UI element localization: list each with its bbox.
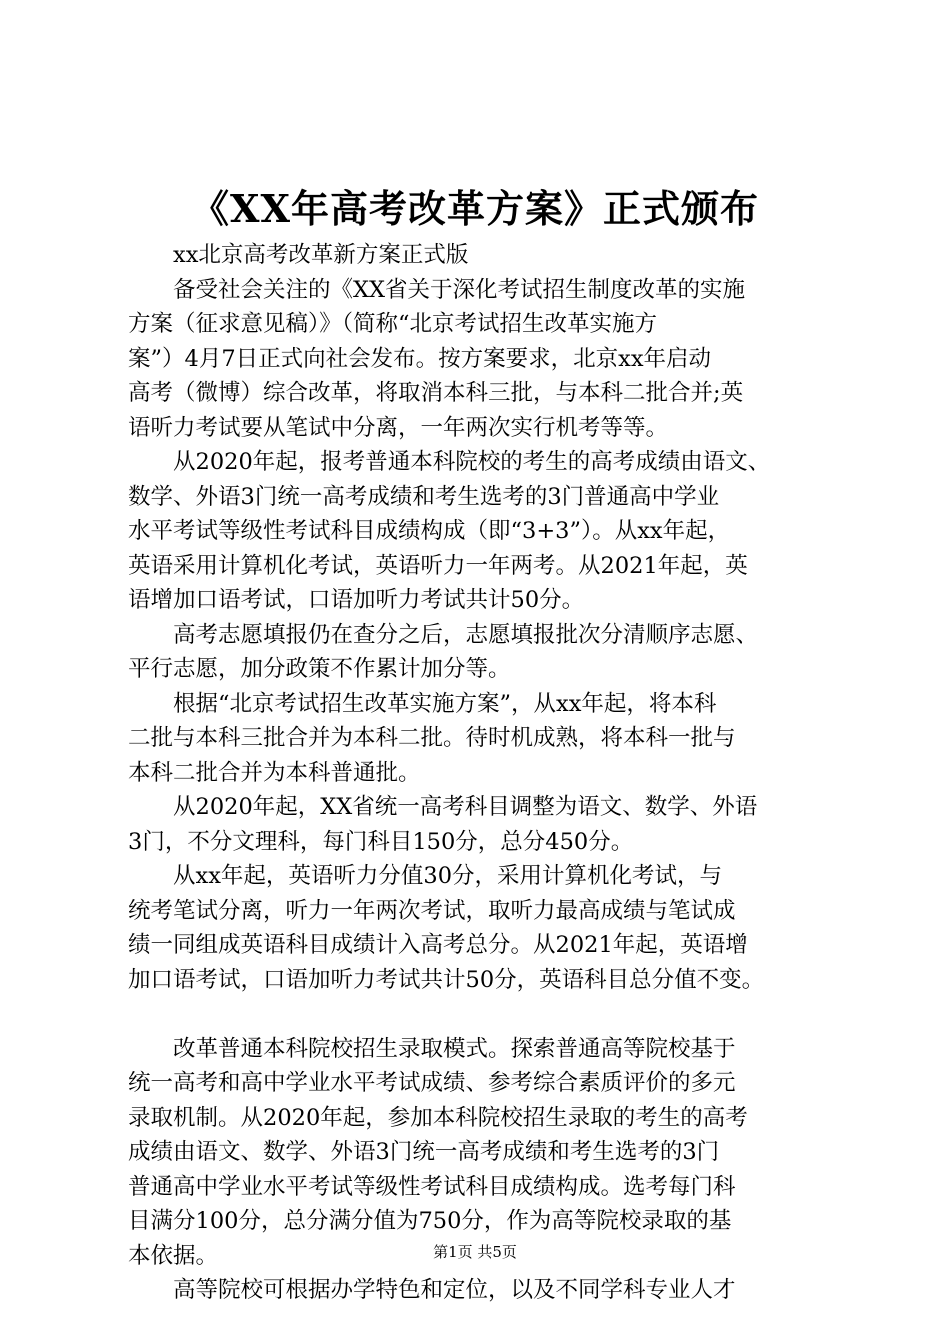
text-line: 成绩由语文、数学、外语3门统一高考成绩和考生选考的3门 [128,1139,720,1165]
text-line: 统考笔试分离，听力一年两次考试，取听力最高成绩与笔试成 [128,897,736,924]
text-line: 语增加口语考试，口语加听力考试共计50分。 [128,587,585,613]
text-line: 二批与本科三批合并为本科二批。待时机成熟，将本科一批与 [128,725,736,751]
document-body [128,238,840,1308]
text-line: 绩一同组成英语科目成绩计入高考总分。从2021年起，英语增 [128,932,748,958]
text-line: 3门，不分文理科，每门科目150分，总分450分。 [128,828,634,855]
text-line: xx北京高考改革新方案正式版 [128,242,469,268]
text-line: 平行志愿，加分政策不作累计加分等。 [128,656,511,682]
text-line: 高考（微博）综合改革，将取消本科三批，与本科二批合并;英 [128,380,744,406]
text-line [128,997,840,1032]
text-line: 水平考试等级性考试科目成绩构成（即“3+3”）。从xx年起， [128,518,731,544]
text-line: 案”）4月7日正式向社会发布。按方案要求，北京xx年启动 [128,345,712,372]
text-line: 录取机制。从2020年起，参加本科院校招生录取的考生的高考 [128,1104,748,1131]
text-line: 统一高考和高中学业水平考试成绩、参考综合素质评价的多元 [128,1070,736,1096]
text-line: 语听力考试要从笔试中分离，一年两次实行机考等等。 [128,414,669,441]
text-line: 根据“北京考试招生改革实施方案”，从xx年起，将本科 [128,690,717,717]
document-title: 《XX年高考改革方案》正式颁布 [191,186,759,231]
text-line: 改革普通本科院校招生录取模式。探索普通高等院校基于 [128,1035,736,1062]
text-line: 从2020年起，XX省统一高考科目调整为语文、数学、外语 [128,794,758,820]
text-line: 加口语考试，口语加听力考试共计50分，英语科目总分值不变。 [128,966,765,993]
text-line: 本科二批合并为本科普通批。 [128,759,421,786]
text-line: 从2020年起，报考普通本科院校的考生的高考成绩由语文、 [128,449,771,475]
text-line: 本依据。 [128,1242,219,1269]
text-line: 备受社会关注的《XX省关于深化考试招生制度改革的实施 [128,276,746,303]
page-footer: 第1页 共5页 [433,1243,517,1261]
text-line: 从xx年起，英语听力分值30分，采用计算机化考试，与 [128,863,723,889]
text-line: 数学、外语3门统一高考成绩和考生选考的3门普通高中学业 [128,483,720,510]
text-line: 普通高中学业水平考试等级性考试科目成绩构成。选考每门科 [128,1173,736,1200]
text-line: 英语采用计算机化考试，英语听力一年两考。从2021年起，英 [128,552,748,579]
text-line: 高考志愿填报仍在查分之后，志愿填报批次分清顺序志愿、 [128,621,759,648]
text-line: 高等院校可根据办学特色和定位，以及不同学科专业人才 [128,1277,736,1303]
text-line: 目满分100分，总分满分值为750分，作为高等院校录取的基 [128,1208,732,1234]
text-line: 方案（征求意见稿）》（简称“北京考试招生改革实施方 [128,311,658,337]
